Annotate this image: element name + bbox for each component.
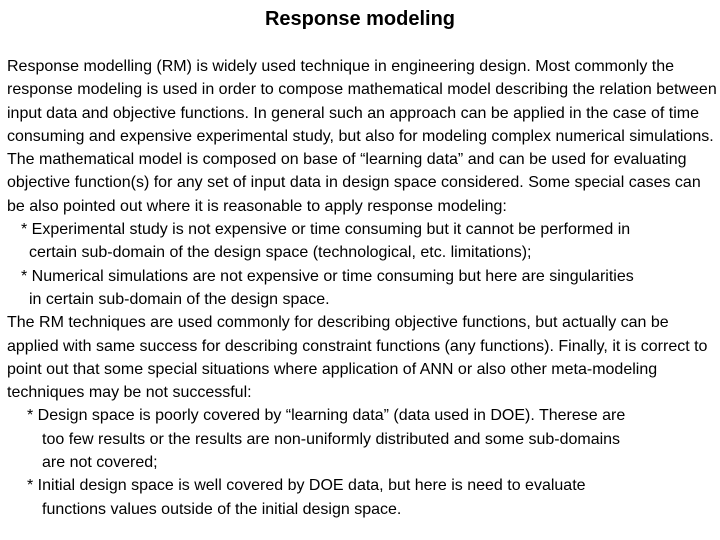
bullet-list-situations (7, 404, 717, 520)
bullet-continuation: certain sub-domain of the design space (technological, etc. limitations); (29, 244, 532, 262)
bullet-line: * Design space is poorly covered by “learning data” (data used in DOE). Therese are (27, 407, 626, 425)
bullet-list-cases (7, 218, 717, 311)
bullet-continuation: in certain sub-domain of the design space. (29, 290, 330, 308)
paragraph-techniques: The RM techniques are used commonly for describing objective functions, but actually can be applied with same success for describing constraint functions (any functions). Finally, it is correct to point out that some special situations where application of ANN or also other meta-modeling techniques may be not successful: (7, 314, 708, 402)
bullet-line: * Numerical simulations are not expensive or time consuming but here are singularities (21, 267, 634, 285)
bullet-continuation: are not covered; (42, 454, 158, 472)
bullet-continuation: functions values outside of the initial design space. (42, 500, 402, 518)
bullet-line: * Initial design space is well covered by DOE data, but here is need to evaluate (27, 477, 586, 495)
paragraph-intro: Response modelling (RM) is widely used technique in engineering design. Most commonly the response modeling is used in order to compose mathematical model describing the relation between input data and objective functions. In general such an approach can be applied in the case of time consuming and expensive experimental study, but also for modeling complex numerical simulations. The mathematical model is composed on base of “learning data” and can be used for evaluating objective function(s) for any set of input data in design space considered. Some special cases can be also pointed out where it is reasonable to apply response modeling: (7, 58, 717, 215)
page-title: Response modeling (264, 8, 456, 30)
bullet-continuation: too few results or the results are non-uniformly distributed and some sub-domains (42, 430, 621, 448)
body-text (7, 55, 717, 521)
bullet-line: * Experimental study is not expensive or time consuming but it cannot be performed in (21, 221, 631, 239)
